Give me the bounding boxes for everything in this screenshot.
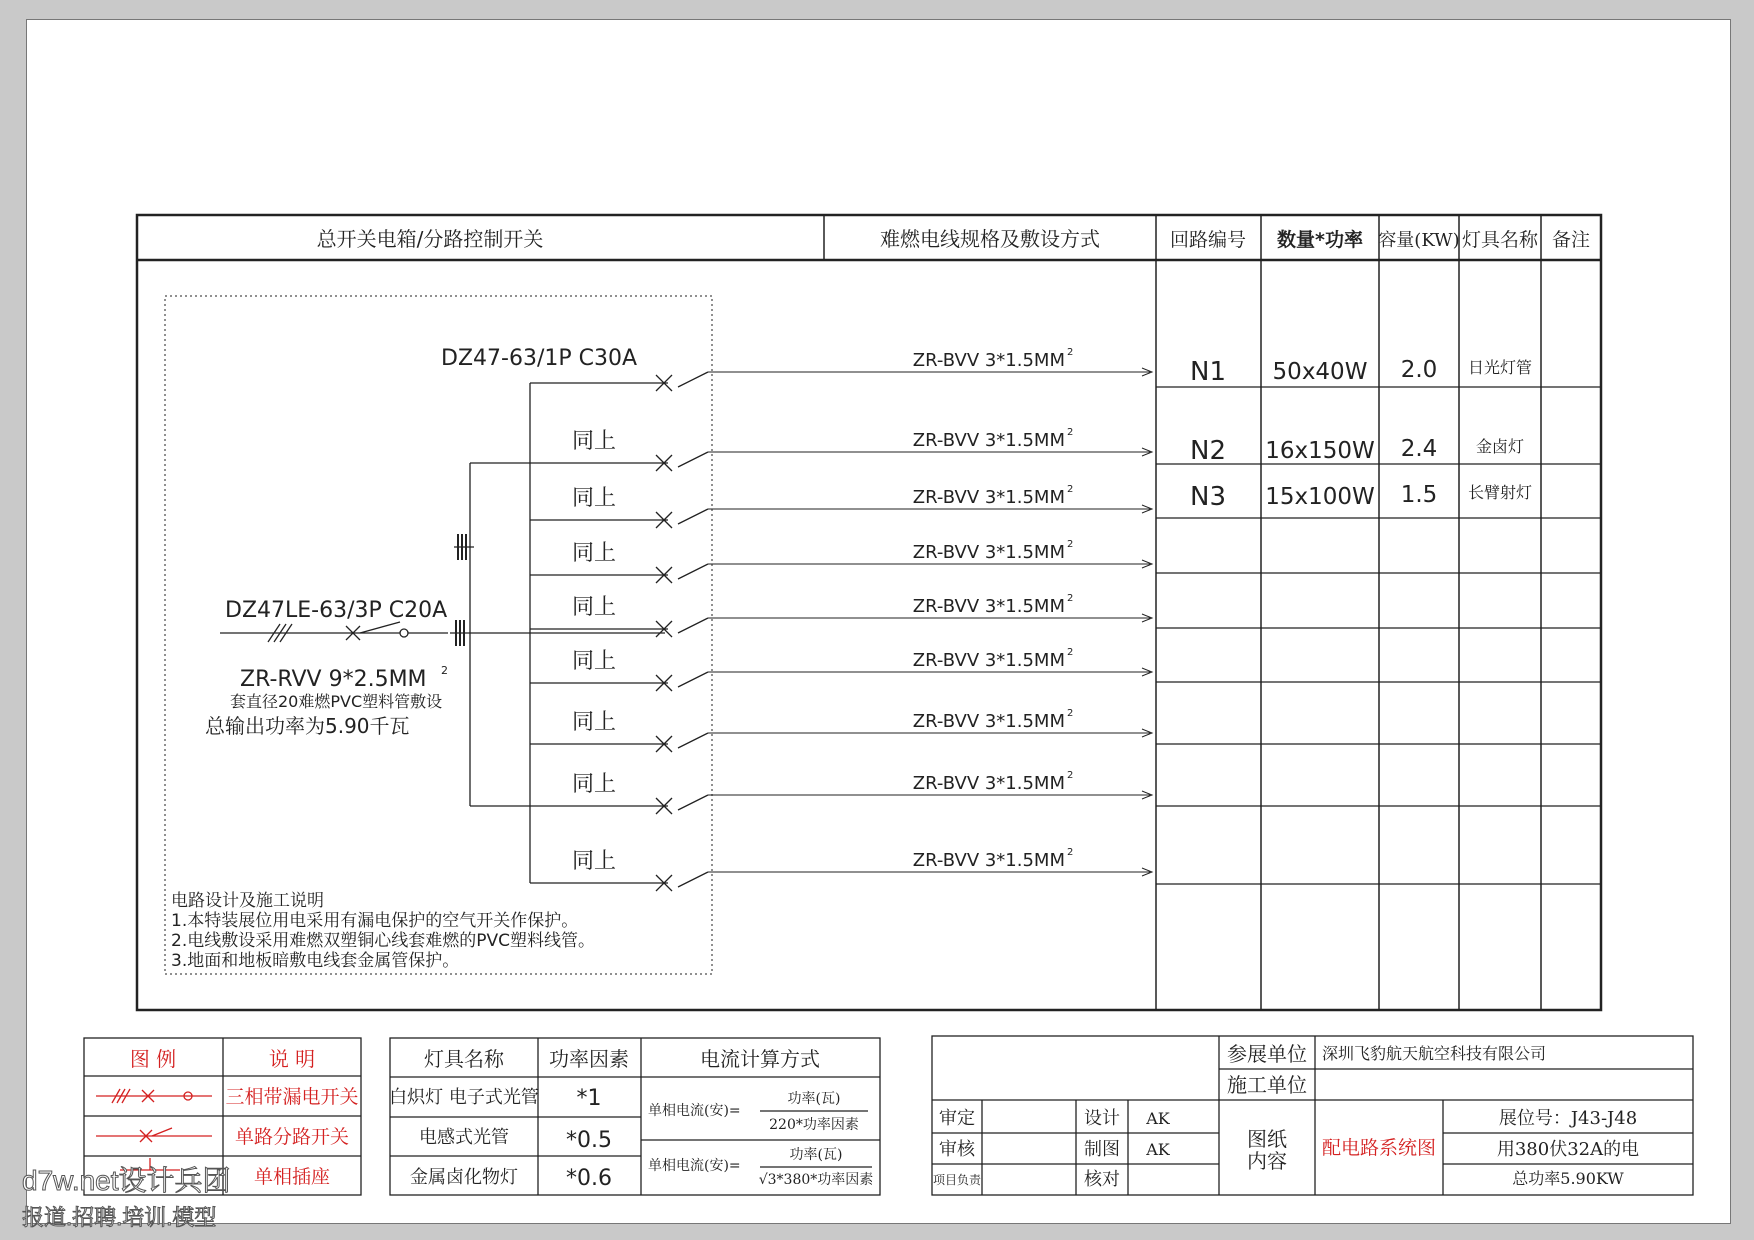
- main-feeder: [220, 383, 665, 883]
- formula-row-2-pf: *0.5: [566, 1128, 612, 1153]
- tb-booth: 展位号：J43-J48: [1498, 1108, 1638, 1129]
- tb-review: 审定: [939, 1108, 975, 1129]
- distribution-box-outline: [165, 296, 712, 974]
- formula-2-left: 单相电流(安)=: [648, 1158, 741, 1174]
- tb-check: 审核: [939, 1139, 975, 1160]
- branch-wire-sup: 2: [1067, 770, 1074, 781]
- switch-blade: [678, 872, 708, 887]
- branch-wire-sup: 2: [1067, 708, 1074, 719]
- branch-wire-spec: ZR-BVV 3*1.5MM: [912, 350, 1065, 371]
- notes-line-3: 3.地面和地板暗敷电线套金属管保护。: [171, 951, 460, 971]
- watermark-line-1: d7w.net设计兵团: [22, 1165, 231, 1196]
- branch-circuit-no: N3: [1190, 482, 1226, 512]
- formula-h-pf: 功率因素: [549, 1047, 629, 1071]
- legend-row-2: 单路分路开关: [234, 1126, 350, 1148]
- main-cable: ZR-RVV 9*2.5MM: [240, 667, 427, 692]
- formula-row-2-name: 电感式光管: [419, 1127, 509, 1148]
- branch-qty-power: 16x150W: [1265, 438, 1375, 464]
- header-qty-power: 数量*功率: [1277, 229, 1363, 251]
- branch-qty-power: 15x100W: [1265, 484, 1375, 510]
- branch-circuit-no: N2: [1190, 436, 1226, 466]
- branch-wire-sup: 2: [1067, 484, 1074, 495]
- branch-wire-spec: ZR-BVV 3*1.5MM: [912, 596, 1065, 617]
- branch-wire-spec: ZR-BVV 3*1.5MM: [912, 773, 1065, 794]
- tb-power-2: 总功率5.90KW: [1512, 1169, 1624, 1188]
- tb-builder-label: 施工单位: [1227, 1073, 1307, 1097]
- main-conduit: 套直径20难燃PVC塑料管敷设: [230, 692, 443, 711]
- formula-row-3-name: 金属卤化物灯: [410, 1167, 518, 1188]
- formula-2-num: 功率(瓦): [789, 1147, 843, 1163]
- switch-blade: [678, 795, 708, 810]
- branch-wire-spec: ZR-BVV 3*1.5MM: [912, 542, 1065, 563]
- branch-circuits: [530, 347, 1532, 891]
- switch-blade: [678, 372, 708, 387]
- tb-exhibitor: 深圳飞豹航天航空科技有限公司: [1321, 1044, 1547, 1063]
- switch-blade: [678, 672, 708, 687]
- legend-col-desc: 说 明: [268, 1047, 316, 1071]
- watermark-line-2: 报道.招聘.培训.模型: [22, 1205, 217, 1230]
- branch-label: 同上: [572, 595, 617, 620]
- header-lamp-name: 灯具名称: [1461, 229, 1539, 251]
- tb-draw: 制图: [1084, 1139, 1120, 1160]
- branch-circuit-no: N1: [1190, 357, 1226, 387]
- branch-label: 同上: [572, 429, 617, 454]
- main-total: 总输出功率为5.90千瓦: [205, 714, 410, 738]
- branch-label: 同上: [572, 541, 617, 566]
- branch-wire-spec: ZR-BVV 3*1.5MM: [912, 650, 1065, 671]
- tb-draw-by: AK: [1146, 1140, 1170, 1159]
- tb-power-1: 用380伏32A的电: [1496, 1139, 1640, 1160]
- main-breaker-model: DZ47LE-63/3P C20A: [225, 598, 448, 623]
- tb-design-by: AK: [1146, 1109, 1170, 1128]
- branch-wire-sup: 2: [1067, 347, 1074, 358]
- formula-h-lamp: 灯具名称: [424, 1047, 504, 1071]
- branch-wire-sup: 2: [1067, 427, 1074, 438]
- branch-capacity: 2.0: [1400, 357, 1438, 383]
- header-capacity: 容量(KW): [1378, 230, 1460, 251]
- branch-qty-power: 50x40W: [1272, 359, 1368, 385]
- formula-row-1-pf: *1: [576, 1086, 602, 1111]
- branch-breaker-model: DZ47-63/1P C30A: [441, 346, 638, 371]
- branch-wire-sup: 2: [1067, 847, 1074, 858]
- formula-row-1-name: 白炽灯 电子式光管: [389, 1087, 539, 1108]
- branch-label: 同上: [572, 849, 617, 874]
- branch-wire-sup: 2: [1067, 593, 1074, 604]
- branch-lamp-name: 长臂射灯: [1467, 483, 1533, 502]
- branch-label: 同上: [572, 649, 617, 674]
- formula-row-3-pf: *0.6: [566, 1166, 612, 1191]
- branch-capacity: 1.5: [1400, 482, 1438, 508]
- tb-content-label-1: 图纸: [1247, 1127, 1287, 1151]
- tb-exhibitor-label: 参展单位: [1227, 1042, 1307, 1066]
- switch-blade: [678, 564, 708, 579]
- legend-col-symbol: 图 例: [129, 1047, 177, 1071]
- tb-content: 配电路系统图: [1321, 1137, 1437, 1159]
- tb-content-label-2: 内容: [1247, 1149, 1287, 1173]
- switch-blade: [678, 733, 708, 748]
- switch-blade: [678, 618, 708, 633]
- formula-1-left: 单相电流(安)=: [648, 1103, 741, 1119]
- tb-design: 设计: [1084, 1108, 1120, 1129]
- main-cable-sup: 2: [441, 664, 448, 677]
- header-wire-spec: 难燃电线规格及敷设方式: [880, 227, 1100, 251]
- formula-h-calc: 电流计算方式: [700, 1047, 820, 1071]
- tb-pm: 项目负责: [932, 1173, 982, 1187]
- branch-lamp-name: 日光灯管: [1467, 358, 1533, 377]
- branch-wire-spec: ZR-BVV 3*1.5MM: [912, 850, 1065, 871]
- branch-label: 同上: [572, 710, 617, 735]
- legend-symbols: [96, 1089, 212, 1170]
- branch-wire-spec: ZR-BVV 3*1.5MM: [912, 430, 1065, 451]
- header-circuit-no: 回路编号: [1169, 229, 1247, 251]
- header-main-box: 总开关电箱/分路控制开关: [316, 227, 544, 251]
- formula-2-den: √3*380*功率因素: [758, 1172, 874, 1188]
- header-remark: 备注: [1551, 229, 1591, 251]
- branch-wire-spec: ZR-BVV 3*1.5MM: [912, 711, 1065, 732]
- notes-line-2: 2.电线敷设采用难燃双塑铜心线套难燃的PVC塑料线管。: [171, 931, 595, 951]
- branch-capacity: 2.4: [1400, 436, 1438, 462]
- branch-wire-spec: ZR-BVV 3*1.5MM: [912, 487, 1065, 508]
- switch-blade: [678, 452, 708, 467]
- formula-1-num: 功率(瓦): [787, 1091, 841, 1107]
- branch-label: 同上: [572, 772, 617, 797]
- notes-line-1: 1.本特装展位用电采用有漏电保护的空气开关作保护。: [171, 911, 579, 931]
- branch-wire-sup: 2: [1067, 539, 1074, 550]
- switch-blade: [678, 509, 708, 524]
- legend-row-1: 三相带漏电开关: [225, 1086, 359, 1108]
- formula-1-den: 220*功率因素: [769, 1117, 859, 1133]
- branch-lamp-name: 金卤灯: [1475, 437, 1525, 456]
- notes-title: 电路设计及施工说明: [171, 891, 324, 911]
- legend-row-3: 单相插座: [253, 1166, 331, 1188]
- branch-label: 同上: [572, 486, 617, 511]
- tb-verify: 核对: [1084, 1169, 1120, 1190]
- branch-wire-sup: 2: [1067, 647, 1074, 658]
